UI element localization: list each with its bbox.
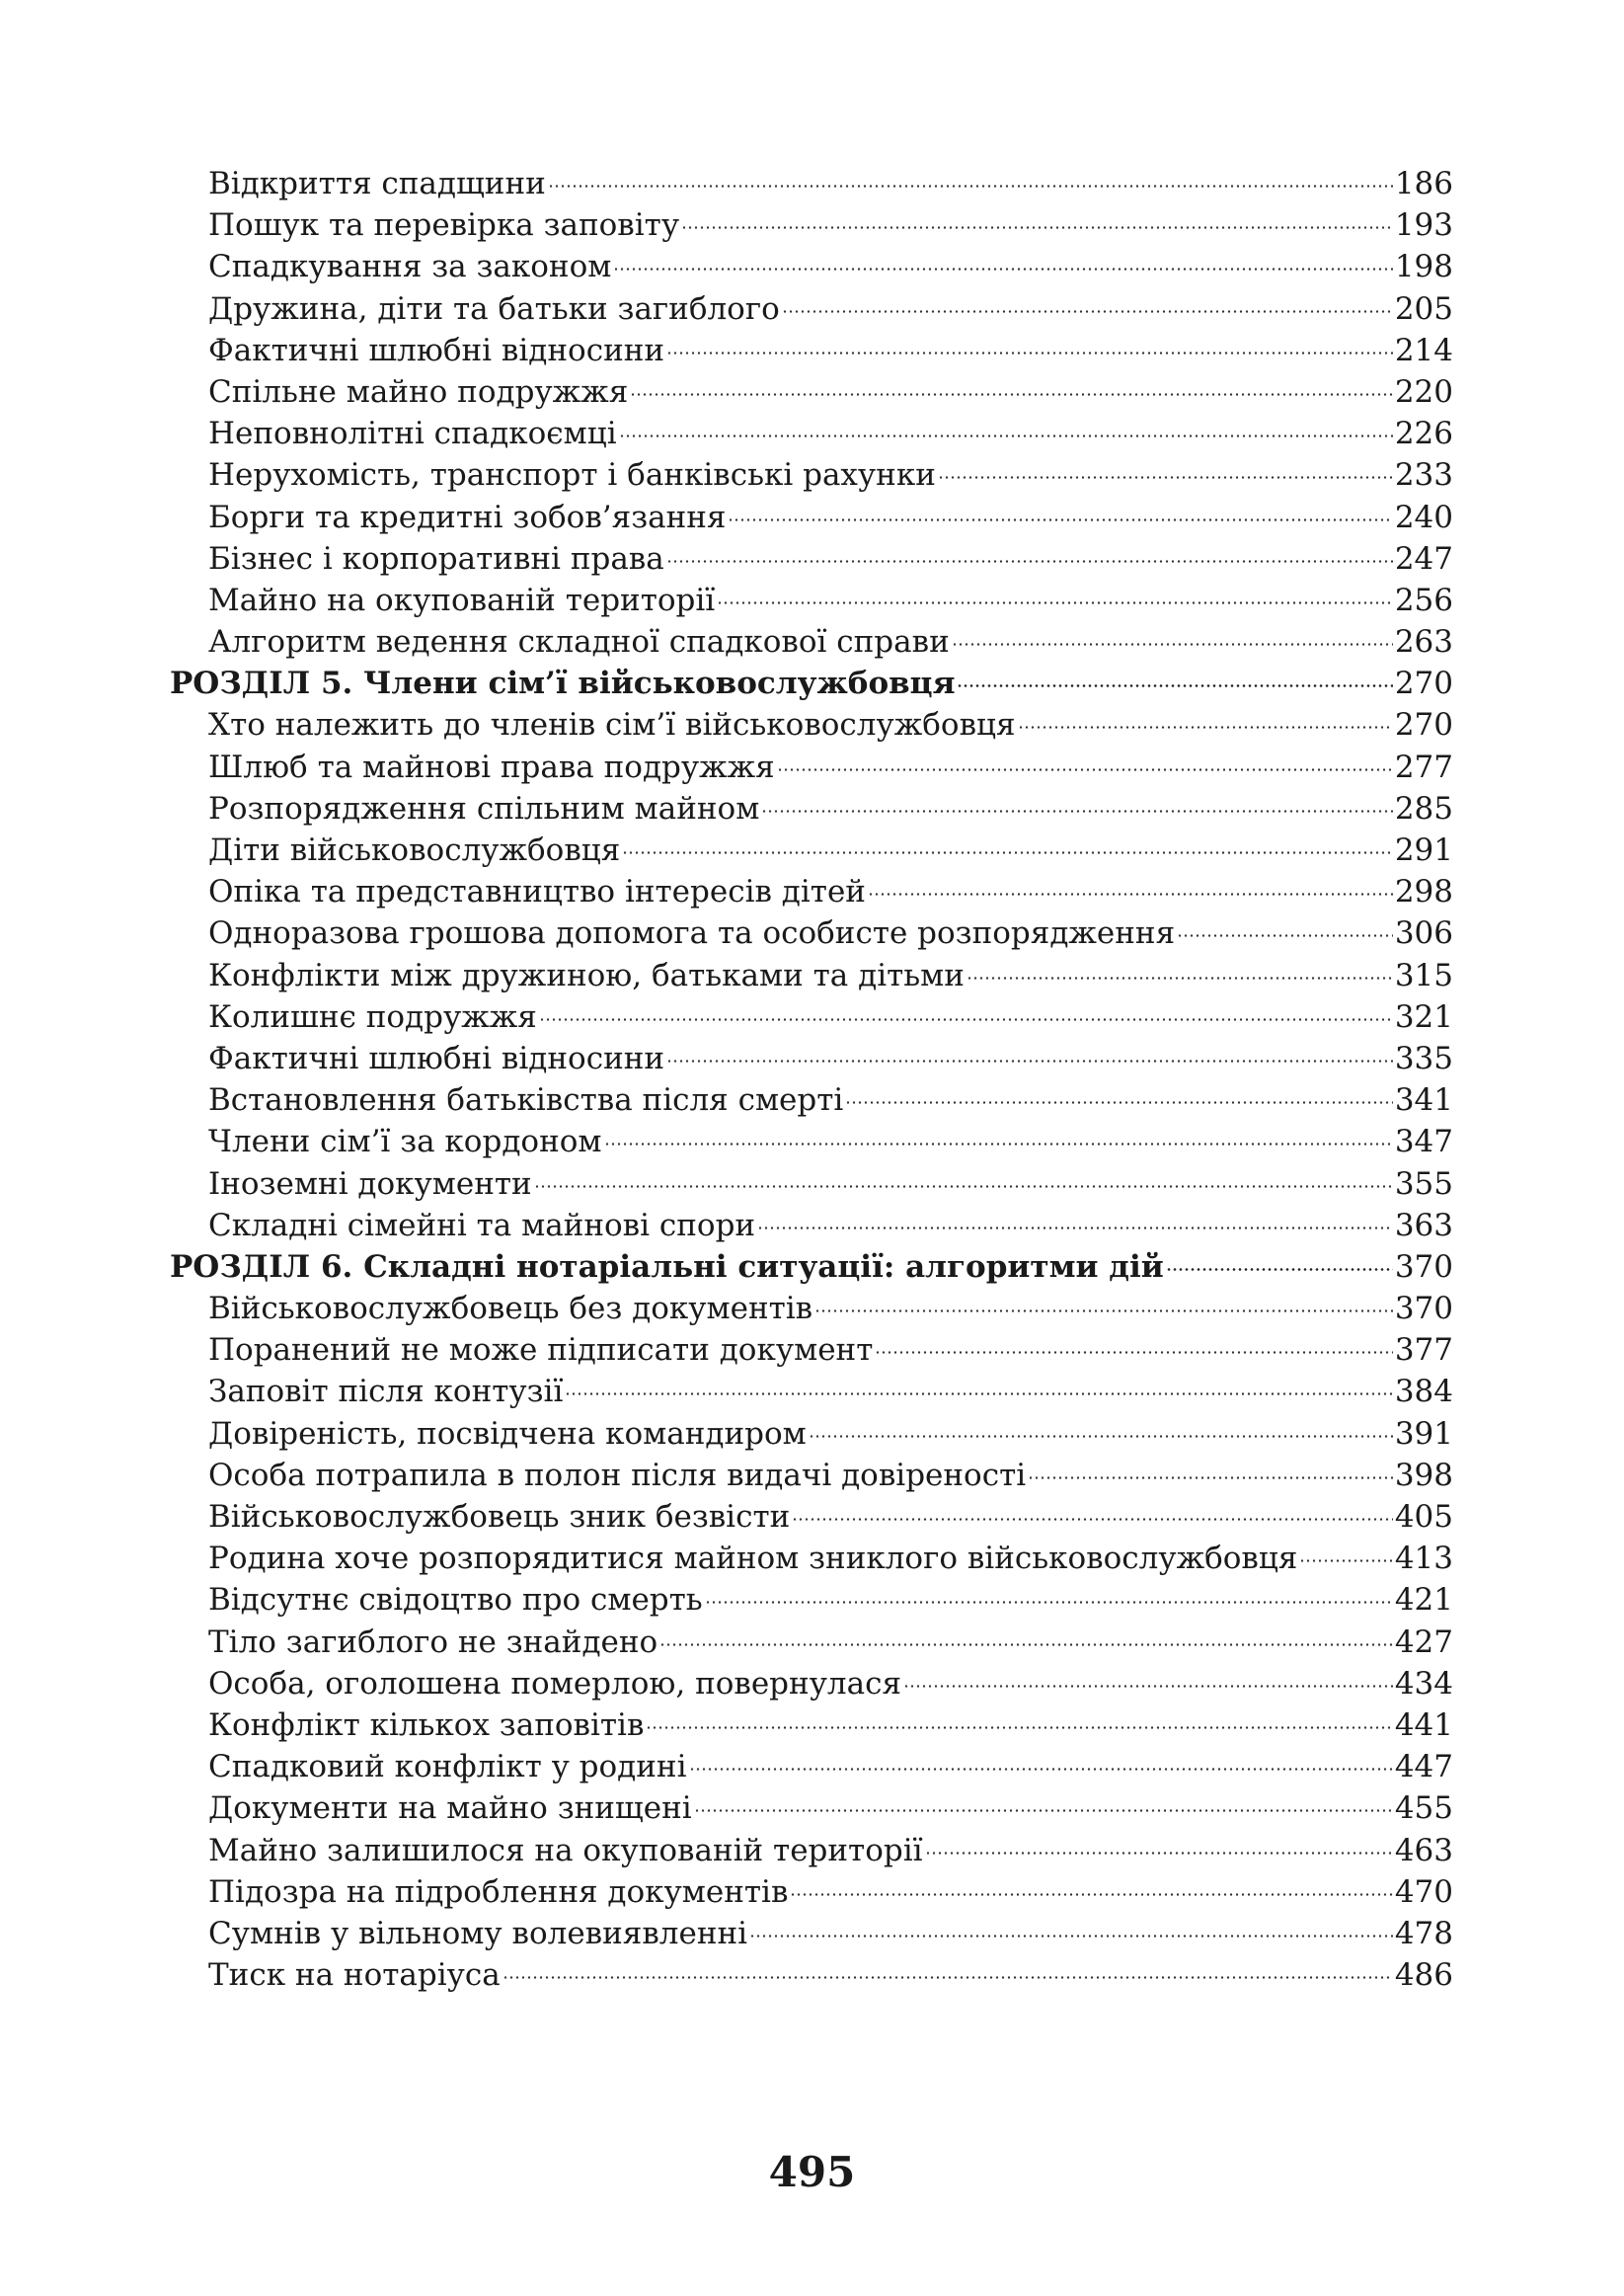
toc-page-number: 247: [1394, 540, 1453, 577]
toc-entry-row: [170, 996, 1453, 1038]
toc-entry-row: [170, 163, 1453, 204]
toc-entry-title: Майно на окупованій території: [208, 582, 716, 618]
dot-leader: [705, 1601, 1393, 1604]
dot-leader: [809, 1435, 1393, 1438]
toc-page-number: 421: [1394, 1582, 1453, 1619]
toc-page-number: 341: [1394, 1082, 1453, 1119]
toc-entry-row: [170, 1704, 1453, 1746]
dot-leader: [1299, 1559, 1392, 1562]
toc-page-number: 370: [1394, 1248, 1453, 1285]
dot-leader: [967, 977, 1393, 980]
toc-page-number: 463: [1394, 1832, 1453, 1868]
dot-leader: [925, 1852, 1393, 1855]
toc-entry-row: [170, 246, 1453, 287]
toc-entry-row: [170, 454, 1453, 496]
dot-leader: [659, 1643, 1393, 1646]
dot-leader: [666, 352, 1393, 355]
dot-leader: [565, 1392, 1392, 1395]
toc-entry-title: Бізнес і корпоративні права: [208, 540, 664, 577]
toc-entry-row: [170, 1205, 1453, 1246]
dot-leader: [757, 1227, 1393, 1229]
toc-page-number: 470: [1394, 1873, 1453, 1910]
dot-leader: [681, 226, 1393, 229]
toc-entry-title: Хто належить до членів сім’ї військовослужбовця: [208, 707, 1016, 744]
toc-section-row: [170, 1246, 1453, 1288]
dot-leader: [694, 1809, 1393, 1812]
toc-entry-title: Особа, оголошена померлою, повернулася: [208, 1665, 902, 1702]
dot-leader: [875, 1351, 1392, 1354]
dot-leader: [1028, 1476, 1393, 1479]
toc-page-number: 291: [1394, 832, 1453, 868]
toc-entry-title: Тіло загиблого не знайдено: [208, 1623, 658, 1660]
toc-entry-title: Підозра на підроблення документів: [208, 1873, 789, 1910]
toc-entry-row: [170, 704, 1453, 746]
toc-entry-title: Фактичні шлюбні відносини: [208, 1040, 665, 1076]
toc-entry-row: [170, 1746, 1453, 1787]
toc-entry-title: Розпорядження спільним майном: [208, 790, 760, 827]
toc-entry-row: [170, 538, 1453, 580]
toc-entry-title: Родина хоче розпорядитися майном зниклого військовослужбовця: [208, 1541, 1298, 1577]
toc-page-number: 285: [1394, 790, 1453, 827]
toc-page-number: 398: [1394, 1457, 1453, 1493]
dot-leader: [790, 1893, 1392, 1896]
toc-entry-row: [170, 371, 1453, 413]
toc-page-number: 321: [1394, 998, 1453, 1035]
toc-entry-title: Відсутнє свідоцтво про смерть: [208, 1582, 703, 1619]
dot-leader: [622, 851, 1393, 854]
toc-entry-row: [170, 497, 1453, 538]
toc-entry-title: Спільне майно подружжя: [208, 373, 629, 410]
toc-entry-row: [170, 1538, 1453, 1579]
toc-entry-row: [170, 1121, 1453, 1162]
toc-entry-title: Колишнє подружжя: [208, 998, 537, 1035]
toc-page-number: 270: [1394, 666, 1453, 702]
toc-page-number: 335: [1394, 1040, 1453, 1076]
dot-leader: [539, 1018, 1393, 1021]
dot-leader: [534, 1185, 1393, 1188]
toc-entry-row: [170, 288, 1453, 330]
toc-entry-row: [170, 1622, 1453, 1663]
dot-leader: [845, 1101, 1393, 1104]
toc-entry-title: Діти військовослужбовця: [208, 832, 621, 868]
toc-entry-row: [170, 1288, 1453, 1329]
toc-entry-title: Конфлікт кількох заповітів: [208, 1706, 645, 1743]
toc-entry-title: Пошук та перевірка заповіту: [208, 207, 680, 244]
toc-entry-row: [170, 1663, 1453, 1704]
toc-page-number: 205: [1394, 290, 1453, 327]
toc-entry-row: [170, 1954, 1453, 1996]
toc-page-number: 413: [1394, 1541, 1453, 1577]
dot-leader: [952, 643, 1393, 646]
toc-entry-row: [170, 1163, 1453, 1205]
toc-section-title: РОЗДІЛ 5. Члени сім’ї військовослужбовця: [170, 666, 956, 702]
dot-leader: [777, 768, 1393, 771]
dot-leader: [630, 393, 1393, 396]
dot-leader: [728, 518, 1392, 521]
toc-page-number: 347: [1394, 1124, 1453, 1160]
toc-page-number: 277: [1394, 749, 1453, 785]
dot-leader: [1166, 1268, 1393, 1271]
dot-leader: [1177, 934, 1393, 937]
toc-entry-title: Спадкування за законом: [208, 249, 612, 285]
toc-entry-row: [170, 1787, 1453, 1829]
toc-entry-title: Спадковий конфлікт у родині: [208, 1749, 687, 1785]
dot-leader: [938, 476, 1393, 479]
toc-entry-row: [170, 1329, 1453, 1371]
toc-page-number: 315: [1394, 957, 1453, 993]
toc-entry-title: Сумнів у вільному волевиявленні: [208, 1915, 748, 1951]
toc-entry-row: [170, 204, 1453, 246]
toc-page-number: 486: [1394, 1957, 1453, 1994]
toc-entry-title: Довіреність, посвідчена командиром: [208, 1415, 807, 1452]
toc-entry-row: [170, 871, 1453, 912]
toc-entry-title: Документи на майно знищені: [208, 1790, 692, 1827]
toc-page-number: 193: [1394, 207, 1453, 244]
toc-page-number: 384: [1394, 1374, 1453, 1410]
toc-page-number: 233: [1394, 457, 1453, 494]
toc-entry-row: [170, 1371, 1453, 1412]
toc-entry-title: Іноземні документи: [208, 1165, 532, 1202]
toc-entry-row: [170, 912, 1453, 954]
toc-page-number: 441: [1394, 1706, 1453, 1743]
page-number: 495: [768, 2148, 856, 2196]
toc-page-number: 447: [1394, 1749, 1453, 1785]
toc-page-number: 377: [1394, 1332, 1453, 1369]
toc-entry-row: [170, 621, 1453, 663]
toc-entry-title: Шлюб та майнові права подружжя: [208, 749, 775, 785]
toc-entry-row: [170, 413, 1453, 454]
toc-entry-row: [170, 580, 1453, 621]
toc-entry-row: [170, 1496, 1453, 1538]
toc-entry-title: Заповіт після контузії: [208, 1374, 564, 1410]
toc-entry-title: Відкриття спадщини: [208, 166, 546, 201]
dot-leader: [1018, 726, 1393, 729]
toc-entry-row: [170, 830, 1453, 871]
dot-leader: [604, 1143, 1393, 1146]
dot-leader: [666, 560, 1393, 563]
toc-entry-row: [170, 1830, 1453, 1871]
dot-leader: [503, 1976, 1393, 1979]
toc-entry-title: Встановлення батьківства після смерті: [208, 1082, 844, 1119]
toc-entry-row: [170, 1413, 1453, 1455]
toc-page-number: 198: [1394, 249, 1453, 285]
toc-page-number: 263: [1394, 624, 1453, 661]
toc-page-number: 370: [1394, 1291, 1453, 1327]
toc-page-number: 355: [1394, 1165, 1453, 1202]
dot-leader: [689, 1768, 1393, 1771]
toc-page-number: 214: [1394, 332, 1453, 368]
toc-page-number: 405: [1394, 1499, 1453, 1535]
toc-entry-title: Поранений не може підписати документ: [208, 1332, 874, 1369]
toc-page-number: 427: [1394, 1623, 1453, 1660]
toc-page-number: 220: [1394, 373, 1453, 410]
toc-page-number: 240: [1394, 499, 1453, 535]
toc-entry-title: Складні сімейні та майнові спори: [208, 1207, 756, 1243]
toc-entry-row: [170, 1871, 1453, 1913]
dot-leader: [749, 1935, 1393, 1938]
toc-section-title: РОЗДІЛ 6. Складні нотаріальні ситуації: алгоритми дій: [170, 1248, 1164, 1285]
toc-entry-title: Опіка та представництво інтересів дітей: [208, 874, 866, 910]
toc-page-number: 306: [1394, 915, 1453, 952]
toc-page-number: 226: [1394, 416, 1453, 452]
toc-entry-title: Фактичні шлюбні відносини: [208, 332, 665, 368]
toc-entry-title: Військовослужбовець зник безвісти: [208, 1499, 791, 1535]
dot-leader: [903, 1685, 1393, 1688]
toc-entry-title: Алгоритм ведення складної спадкової справи: [208, 624, 950, 661]
dot-leader: [619, 435, 1393, 437]
dot-leader: [782, 310, 1393, 313]
toc-page-number: 434: [1394, 1665, 1453, 1702]
toc-section-row: [170, 663, 1453, 704]
dot-leader: [717, 601, 1393, 604]
dot-leader: [666, 1060, 1393, 1063]
toc-page-number: 391: [1394, 1415, 1453, 1452]
dot-leader: [646, 1726, 1392, 1729]
toc-page-number: 256: [1394, 582, 1453, 618]
toc-entry-title: Члени сім’ї за кордоном: [208, 1124, 602, 1160]
toc-entry-row: [170, 1079, 1453, 1121]
toc-entry-row: [170, 1038, 1453, 1079]
dot-leader: [868, 893, 1393, 896]
toc-entry-row: [170, 1579, 1453, 1621]
dot-leader: [613, 268, 1392, 271]
dot-leader: [814, 1309, 1393, 1312]
toc-entry-title: Дружина, діти та батьки загиблого: [208, 290, 780, 327]
toc-entry-row: [170, 1913, 1453, 1954]
toc-entry-row: [170, 747, 1453, 788]
toc-entry-row: [170, 1455, 1453, 1496]
toc-page-number: 186: [1394, 166, 1453, 201]
toc-entry-title: Борги та кредитні зобов’язання: [208, 499, 727, 535]
toc-entry-title: Одноразова грошова допомога та особисте розпорядження: [208, 915, 1176, 952]
dot-leader: [761, 810, 1392, 813]
dot-leader: [957, 684, 1392, 687]
table-of-contents: [170, 163, 1453, 1996]
toc-entry-title: Нерухомість, транспорт і банківські рахунки: [208, 457, 936, 494]
toc-entry-title: Тиск на нотаріуса: [208, 1957, 501, 1994]
toc-entry-title: Неповнолітні спадкоємці: [208, 416, 617, 452]
toc-entry-title: Майно залишилося на окупованій території: [208, 1832, 923, 1868]
toc-page-number: 478: [1394, 1915, 1453, 1951]
dot-leader: [548, 185, 1393, 188]
toc-entry-row: [170, 955, 1453, 996]
toc-entry-title: Військовослужбовець без документів: [208, 1291, 813, 1327]
toc-page-number: 270: [1394, 707, 1453, 744]
dot-leader: [792, 1518, 1393, 1521]
toc-entry-row: [170, 330, 1453, 371]
toc-entry-row: [170, 788, 1453, 830]
toc-page-number: 455: [1394, 1790, 1453, 1827]
toc-page-number: 298: [1394, 874, 1453, 910]
toc-entry-title: Особа потрапила в полон після видачі довіреності: [208, 1457, 1027, 1493]
toc-page-number: 363: [1394, 1207, 1453, 1243]
toc-entry-title: Конфлікти між дружиною, батьками та дітьми: [208, 957, 965, 993]
